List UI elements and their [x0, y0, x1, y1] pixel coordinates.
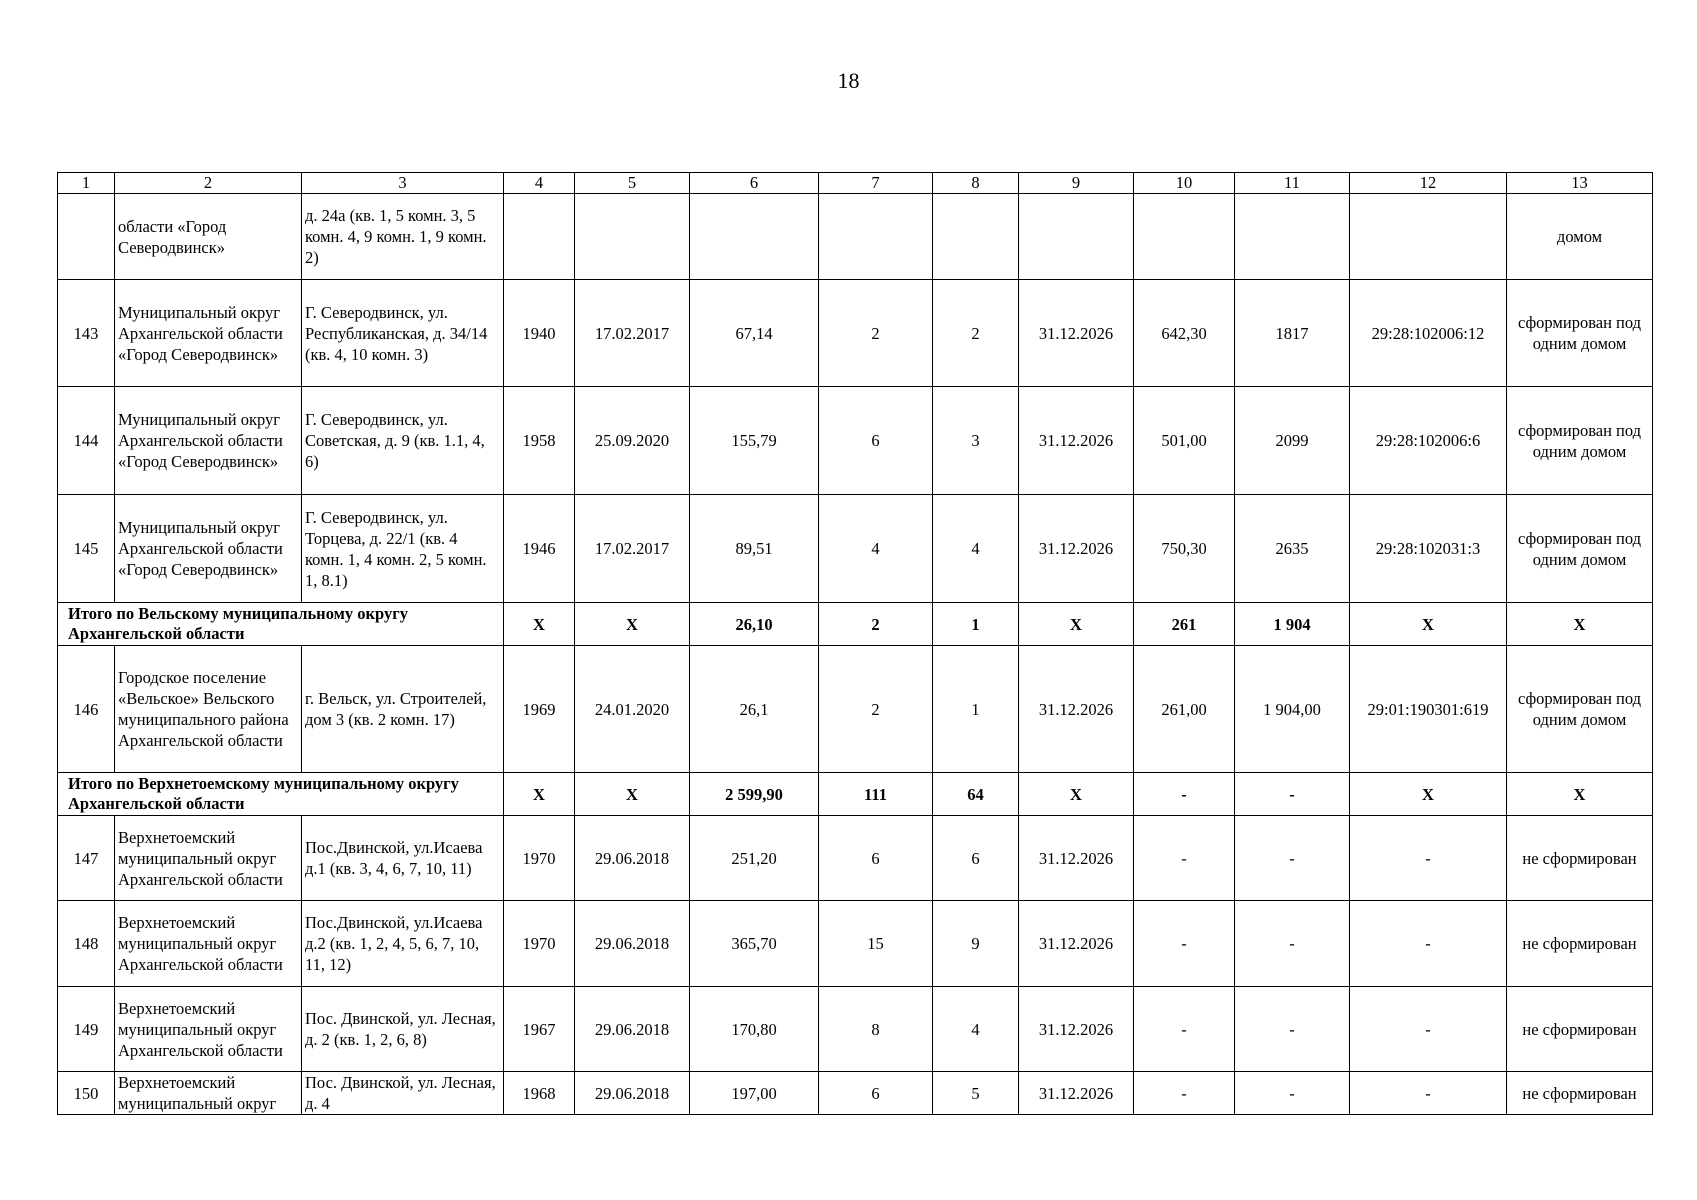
table-cell: [58, 194, 115, 280]
municipality-cell: Верхнетоемский муниципальный округ Архангельской области: [115, 816, 302, 901]
page-number: 18: [837, 68, 860, 93]
address-cell: Г. Северодвинск, ул. Республиканская, д. 34/14 (кв. 4, 10 комн. 3): [302, 280, 504, 387]
table-cell: 1946: [504, 495, 575, 603]
municipality-cell: Муниципальный округ Архангельской области «Город Северодвинск»: [115, 387, 302, 495]
table-cell: 31.12.2026: [1019, 495, 1134, 603]
table-cell: 261: [1134, 603, 1235, 646]
land-status-cell: не сформирован: [1507, 1072, 1653, 1115]
column-header: 8: [933, 173, 1019, 194]
cadastral-number-cell: 29:01:190301:619: [1350, 646, 1507, 773]
table-cell: 3: [933, 387, 1019, 495]
table-cell: Х: [1350, 773, 1507, 816]
table-cell: 29.06.2018: [575, 816, 690, 901]
table-cell: 111: [819, 773, 933, 816]
column-header: 3: [302, 173, 504, 194]
land-status-cell: домом: [1507, 194, 1653, 280]
table-cell: 1958: [504, 387, 575, 495]
row-number-cell: 148: [58, 901, 115, 987]
column-header: 13: [1507, 173, 1653, 194]
table-cell: 1967: [504, 987, 575, 1072]
municipality-cell: Верхнетоемский муниципальный округ Архангельской области: [115, 901, 302, 987]
subtotal-row: [58, 603, 1653, 646]
cadastral-number-cell: -: [1350, 987, 1507, 1072]
address-cell: Г. Северодвинск, ул. Торцева, д. 22/1 (кв. 4 комн. 1, 4 комн. 2, 5 комн. 1, 8.1): [302, 495, 504, 603]
table-cell: 17.02.2017: [575, 495, 690, 603]
table-row: [58, 901, 1653, 987]
address-cell: Пос. Двинской, ул. Лесная, д. 4: [302, 1072, 504, 1115]
table-cell: [933, 194, 1019, 280]
table-cell: 5: [933, 1072, 1019, 1115]
table-cell: 2099: [1235, 387, 1350, 495]
table-cell: Х: [1350, 603, 1507, 646]
table-cell: 31.12.2026: [1019, 280, 1134, 387]
cadastral-number-cell: -: [1350, 901, 1507, 987]
table-cell: Х: [1019, 773, 1134, 816]
table-cell: [1019, 194, 1134, 280]
column-header: 12: [1350, 173, 1507, 194]
column-number-row: [58, 173, 1653, 194]
table-cell: [690, 194, 819, 280]
table-cell: 31.12.2026: [1019, 646, 1134, 773]
table-cell: Х: [1019, 603, 1134, 646]
row-number-cell: 146: [58, 646, 115, 773]
table-cell: 9: [933, 901, 1019, 987]
land-status-cell: сформирован под одним домом: [1507, 646, 1653, 773]
address-cell: Пос.Двинской, ул.Исаева д.1 (кв. 3, 4, 6, 7, 10, 11): [302, 816, 504, 901]
municipality-cell: Верхнетоемский муниципальный округ Архангельской области: [115, 987, 302, 1072]
cadastral-number-cell: -: [1350, 816, 1507, 901]
cadastral-number-cell: -: [1350, 1072, 1507, 1115]
table-cell: -: [1134, 773, 1235, 816]
column-header: 2: [115, 173, 302, 194]
table-cell: -: [1134, 1072, 1235, 1115]
table-cell: Х: [575, 603, 690, 646]
table-cell: -: [1134, 901, 1235, 987]
table-cell: 501,00: [1134, 387, 1235, 495]
table-cell: 64: [933, 773, 1019, 816]
table-cell: 6: [819, 387, 933, 495]
land-status-cell: сформирован под одним домом: [1507, 387, 1653, 495]
table-row: [58, 194, 1653, 280]
column-header: 5: [575, 173, 690, 194]
table-cell: -: [1235, 987, 1350, 1072]
table-cell: 17.02.2017: [575, 280, 690, 387]
table-cell: -: [1134, 816, 1235, 901]
address-cell: Г. Северодвинск, ул. Советская, д. 9 (кв. 1.1, 4, 6): [302, 387, 504, 495]
table-cell: 750,30: [1134, 495, 1235, 603]
cadastral-number-cell: 29:28:102031:3: [1350, 495, 1507, 603]
row-number-cell: 143: [58, 280, 115, 387]
table-cell: Х: [504, 603, 575, 646]
table-cell: 89,51: [690, 495, 819, 603]
subtotal-row: [58, 773, 1653, 816]
table-row: [58, 495, 1653, 603]
address-cell: Пос.Двинской, ул.Исаева д.2 (кв. 1, 2, 4, 5, 6, 7, 10, 11, 12): [302, 901, 504, 987]
table-cell: 251,20: [690, 816, 819, 901]
table-cell: Х: [504, 773, 575, 816]
cadastral-number-cell: 29:28:102006:12: [1350, 280, 1507, 387]
land-status-cell: не сформирован: [1507, 901, 1653, 987]
table-cell: 1: [933, 603, 1019, 646]
row-number-cell: 149: [58, 987, 115, 1072]
table-cell: Х: [575, 773, 690, 816]
table-cell: 261,00: [1134, 646, 1235, 773]
row-number-cell: 145: [58, 495, 115, 603]
column-header: 1: [58, 173, 115, 194]
column-header: 11: [1235, 173, 1350, 194]
address-cell: д. 24а (кв. 1, 5 комн. 3, 5 комн. 4, 9 комн. 1, 9 комн. 2): [302, 194, 504, 280]
table-cell: 170,80: [690, 987, 819, 1072]
table-cell: 2: [819, 280, 933, 387]
table-row: [58, 646, 1653, 773]
table-cell: 31.12.2026: [1019, 987, 1134, 1072]
row-number-cell: 144: [58, 387, 115, 495]
table-cell: 15: [819, 901, 933, 987]
table-cell: 26,1: [690, 646, 819, 773]
table-row: [58, 280, 1653, 387]
column-header: 10: [1134, 173, 1235, 194]
table-cell: 1970: [504, 901, 575, 987]
table-cell: 6: [819, 1072, 933, 1115]
table-cell: 4: [933, 987, 1019, 1072]
table-cell: [1235, 194, 1350, 280]
table-cell: 2: [933, 280, 1019, 387]
table-row: [58, 387, 1653, 495]
table-cell: 6: [933, 816, 1019, 901]
table-cell: 31.12.2026: [1019, 816, 1134, 901]
table-cell: 31.12.2026: [1019, 1072, 1134, 1115]
table-cell: 26,10: [690, 603, 819, 646]
table-cell: 1 904: [1235, 603, 1350, 646]
table-row: [58, 816, 1653, 901]
table-cell: 4: [933, 495, 1019, 603]
address-cell: г. Вельск, ул. Строителей, дом 3 (кв. 2 комн. 17): [302, 646, 504, 773]
municipality-cell: Муниципальный округ Архангельской области «Город Северодвинск»: [115, 495, 302, 603]
table-cell: 642,30: [1134, 280, 1235, 387]
cadastral-number-cell: 29:28:102006:6: [1350, 387, 1507, 495]
table-cell: 4: [819, 495, 933, 603]
table-cell: 365,70: [690, 901, 819, 987]
table-cell: 24.01.2020: [575, 646, 690, 773]
table-cell: 29.06.2018: [575, 1072, 690, 1115]
table-cell: Х: [1507, 773, 1653, 816]
table-cell: 2: [819, 646, 933, 773]
table-cell: 1969: [504, 646, 575, 773]
table-cell: -: [1235, 901, 1350, 987]
municipality-cell: Муниципальный округ Архангельской области «Город Северодвинск»: [115, 280, 302, 387]
land-status-cell: сформирован под одним домом: [1507, 495, 1653, 603]
table-row: [58, 1072, 1653, 1115]
table-cell: 1: [933, 646, 1019, 773]
table-cell: 155,79: [690, 387, 819, 495]
column-header: 6: [690, 173, 819, 194]
table-cell: [504, 194, 575, 280]
land-status-cell: не сформирован: [1507, 816, 1653, 901]
table-cell: 6: [819, 816, 933, 901]
table-cell: 197,00: [690, 1072, 819, 1115]
table-cell: -: [1134, 987, 1235, 1072]
column-header: 9: [1019, 173, 1134, 194]
housing-registry-table: [57, 172, 1653, 1115]
table-cell: -: [1235, 773, 1350, 816]
table-cell: 2 599,90: [690, 773, 819, 816]
table-cell: -: [1235, 1072, 1350, 1115]
table-cell: 29.06.2018: [575, 901, 690, 987]
table-cell: 1817: [1235, 280, 1350, 387]
table-cell: 31.12.2026: [1019, 387, 1134, 495]
table-cell: [819, 194, 933, 280]
subtotal-label: Итого по Верхнетоемскому муниципальному округу Архангельской области: [58, 773, 504, 816]
table-row: [58, 987, 1653, 1072]
table-cell: 2635: [1235, 495, 1350, 603]
row-number-cell: 150: [58, 1072, 115, 1115]
table-cell: 67,14: [690, 280, 819, 387]
subtotal-label: Итого по Вельскому муниципальному округу Архангельской области: [58, 603, 504, 646]
table-cell: [1134, 194, 1235, 280]
table-cell: 8: [819, 987, 933, 1072]
table-cell: 1940: [504, 280, 575, 387]
table-cell: 29.06.2018: [575, 987, 690, 1072]
land-status-cell: сформирован под одним домом: [1507, 280, 1653, 387]
municipality-cell: Верхнетоемский муниципальный округ: [115, 1072, 302, 1115]
table-cell: [1350, 194, 1507, 280]
table-cell: 25.09.2020: [575, 387, 690, 495]
table-cell: 1 904,00: [1235, 646, 1350, 773]
table-cell: 1968: [504, 1072, 575, 1115]
table-cell: 1970: [504, 816, 575, 901]
table-cell: [575, 194, 690, 280]
table-cell: Х: [1507, 603, 1653, 646]
address-cell: Пос. Двинской, ул. Лесная, д. 2 (кв. 1, 2, 6, 8): [302, 987, 504, 1072]
column-header: 4: [504, 173, 575, 194]
row-number-cell: 147: [58, 816, 115, 901]
municipality-cell: Городское поселение «Вельское» Вельского муниципального района Архангельской области: [115, 646, 302, 773]
land-status-cell: не сформирован: [1507, 987, 1653, 1072]
column-header: 7: [819, 173, 933, 194]
table-cell: 2: [819, 603, 933, 646]
table-cell: -: [1235, 816, 1350, 901]
table-cell: 31.12.2026: [1019, 901, 1134, 987]
municipality-cell: области «Город Северодвинск»: [115, 194, 302, 280]
